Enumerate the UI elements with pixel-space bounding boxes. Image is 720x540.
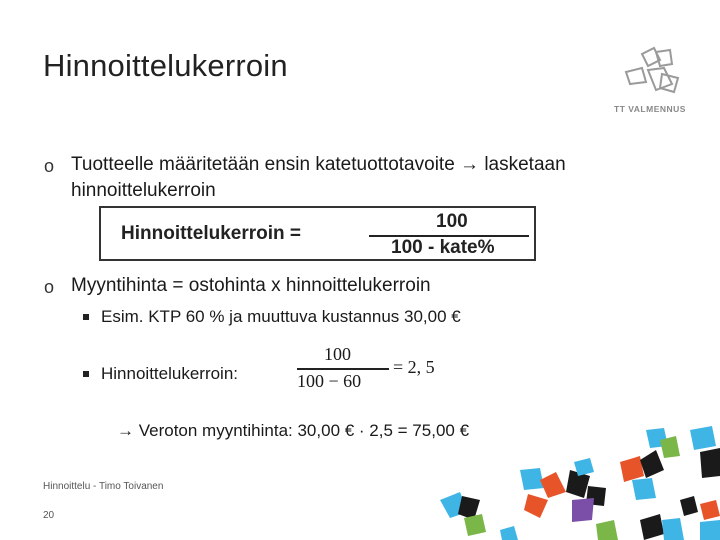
formula-numerator: 100 [436, 211, 468, 232]
fraction-denominator: 100 − 60 [297, 371, 362, 391]
page-number: 20 [43, 510, 55, 521]
formula-label: Hinnoittelukerroin = [121, 223, 301, 244]
sub-bullet-1: Esim. KTP 60 % ja muuttuva kustannus 30,00 € [101, 307, 461, 326]
bullet-2-text: Myyntihinta = ostohinta x hinnoittelukerroin [71, 275, 431, 296]
fraction-result: = 2, 5 [393, 357, 435, 377]
result-line: → Veroton myyntihinta: 30,00 € · 2,5 = 75,00 € [117, 421, 470, 440]
logo-text: TT VALMENNUS [614, 104, 686, 114]
fraction-numerator: 100 [324, 344, 351, 364]
formula-box [99, 206, 536, 261]
square-bullet [83, 314, 89, 320]
bullet-1-line-2: hinnoittelukerroin [71, 180, 216, 201]
bullet-circle: o [44, 277, 55, 297]
bullet-1-line-1: Tuotteelle määritetään ensin katetuottotavoite → lasketaan [71, 154, 566, 175]
decorative-petal-group [440, 426, 720, 540]
square-bullet [83, 371, 89, 377]
slide-title: Hinnoittelukerroin [43, 48, 288, 83]
fraction-line [297, 368, 389, 370]
formula-denominator: 100 - kate% [391, 237, 495, 258]
coefficient-fraction [294, 344, 454, 394]
sub-bullet-2: Hinnoittelukerroin: [101, 364, 239, 383]
footer-text: Hinnoittelu - Timo Toivanen [43, 481, 164, 492]
bullet-circle: o [44, 156, 55, 176]
